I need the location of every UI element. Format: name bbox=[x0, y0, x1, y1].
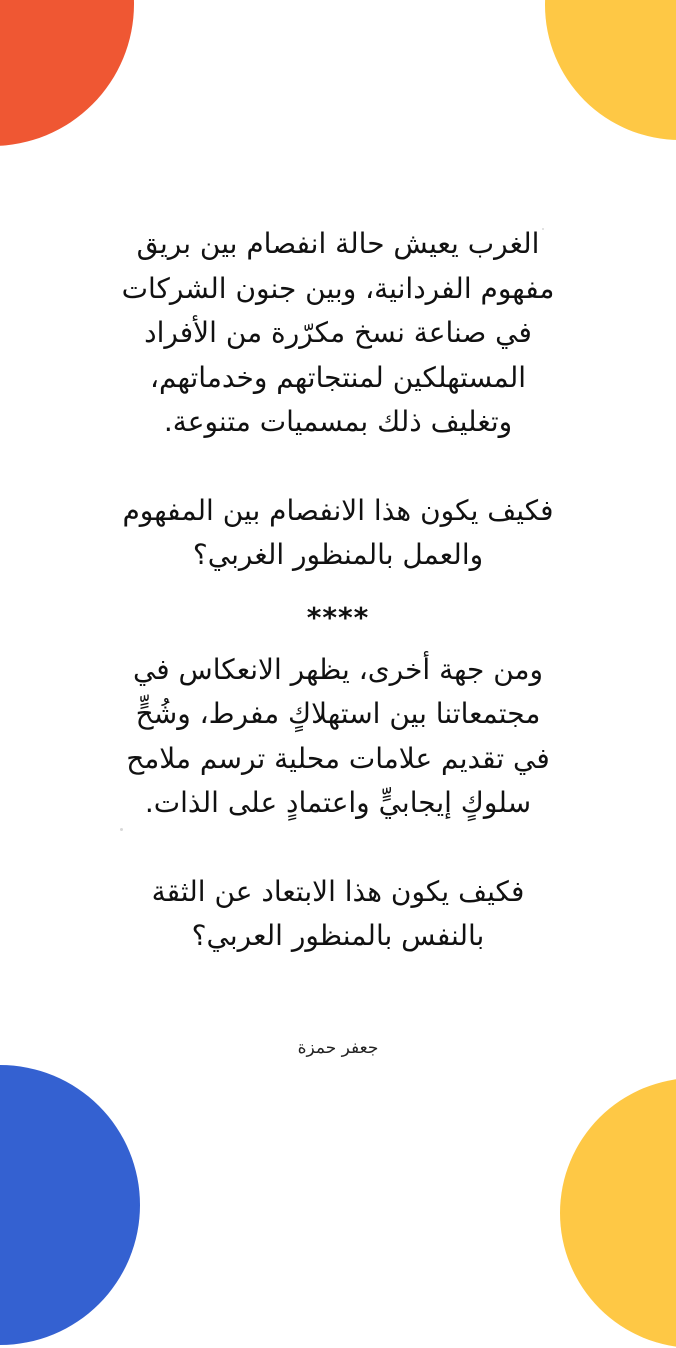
paragraph-western-individualism: الغرب يعيش حالة انفصام بين بريق مفهوم الفردانية، وبين جنون الشركات في صناعة نسخ مكرّرة من الأفراد المستهلكين لمنتجاتهم وخدماتهم، وتغليف ذلك بمسميات متنوعة. bbox=[121, 227, 555, 438]
section-separator: **** bbox=[306, 600, 370, 634]
paragraph-local-reflection: ومن جهة أخرى، يظهر الانعكاس في مجتمعاتنا بين استهلاكٍ مفرط، وشُحٍّ في تقديم علامات محلية ترسم ملامح سلوكٍ إيجابيٍّ واعتمادٍ على الذات. bbox=[126, 652, 550, 819]
yellow-circle-bottom-right bbox=[560, 1078, 676, 1348]
blue-circle-bottom-left bbox=[0, 1065, 140, 1345]
author-signature: جعفر حمزة bbox=[297, 1038, 379, 1058]
question-arab-perspective: فكيف يكون هذا الابتعاد عن الثقة بالنفس بالمنظور العربي؟ bbox=[151, 874, 525, 952]
yellow-circle-top-right bbox=[545, 0, 676, 140]
question-western-perspective: فكيف يكون هذا الانفصام بين المفهوم والعمل بالمنظور الغربي؟ bbox=[122, 493, 554, 571]
orange-circle-top-left bbox=[0, 0, 134, 146]
article-body bbox=[60, 222, 616, 959]
